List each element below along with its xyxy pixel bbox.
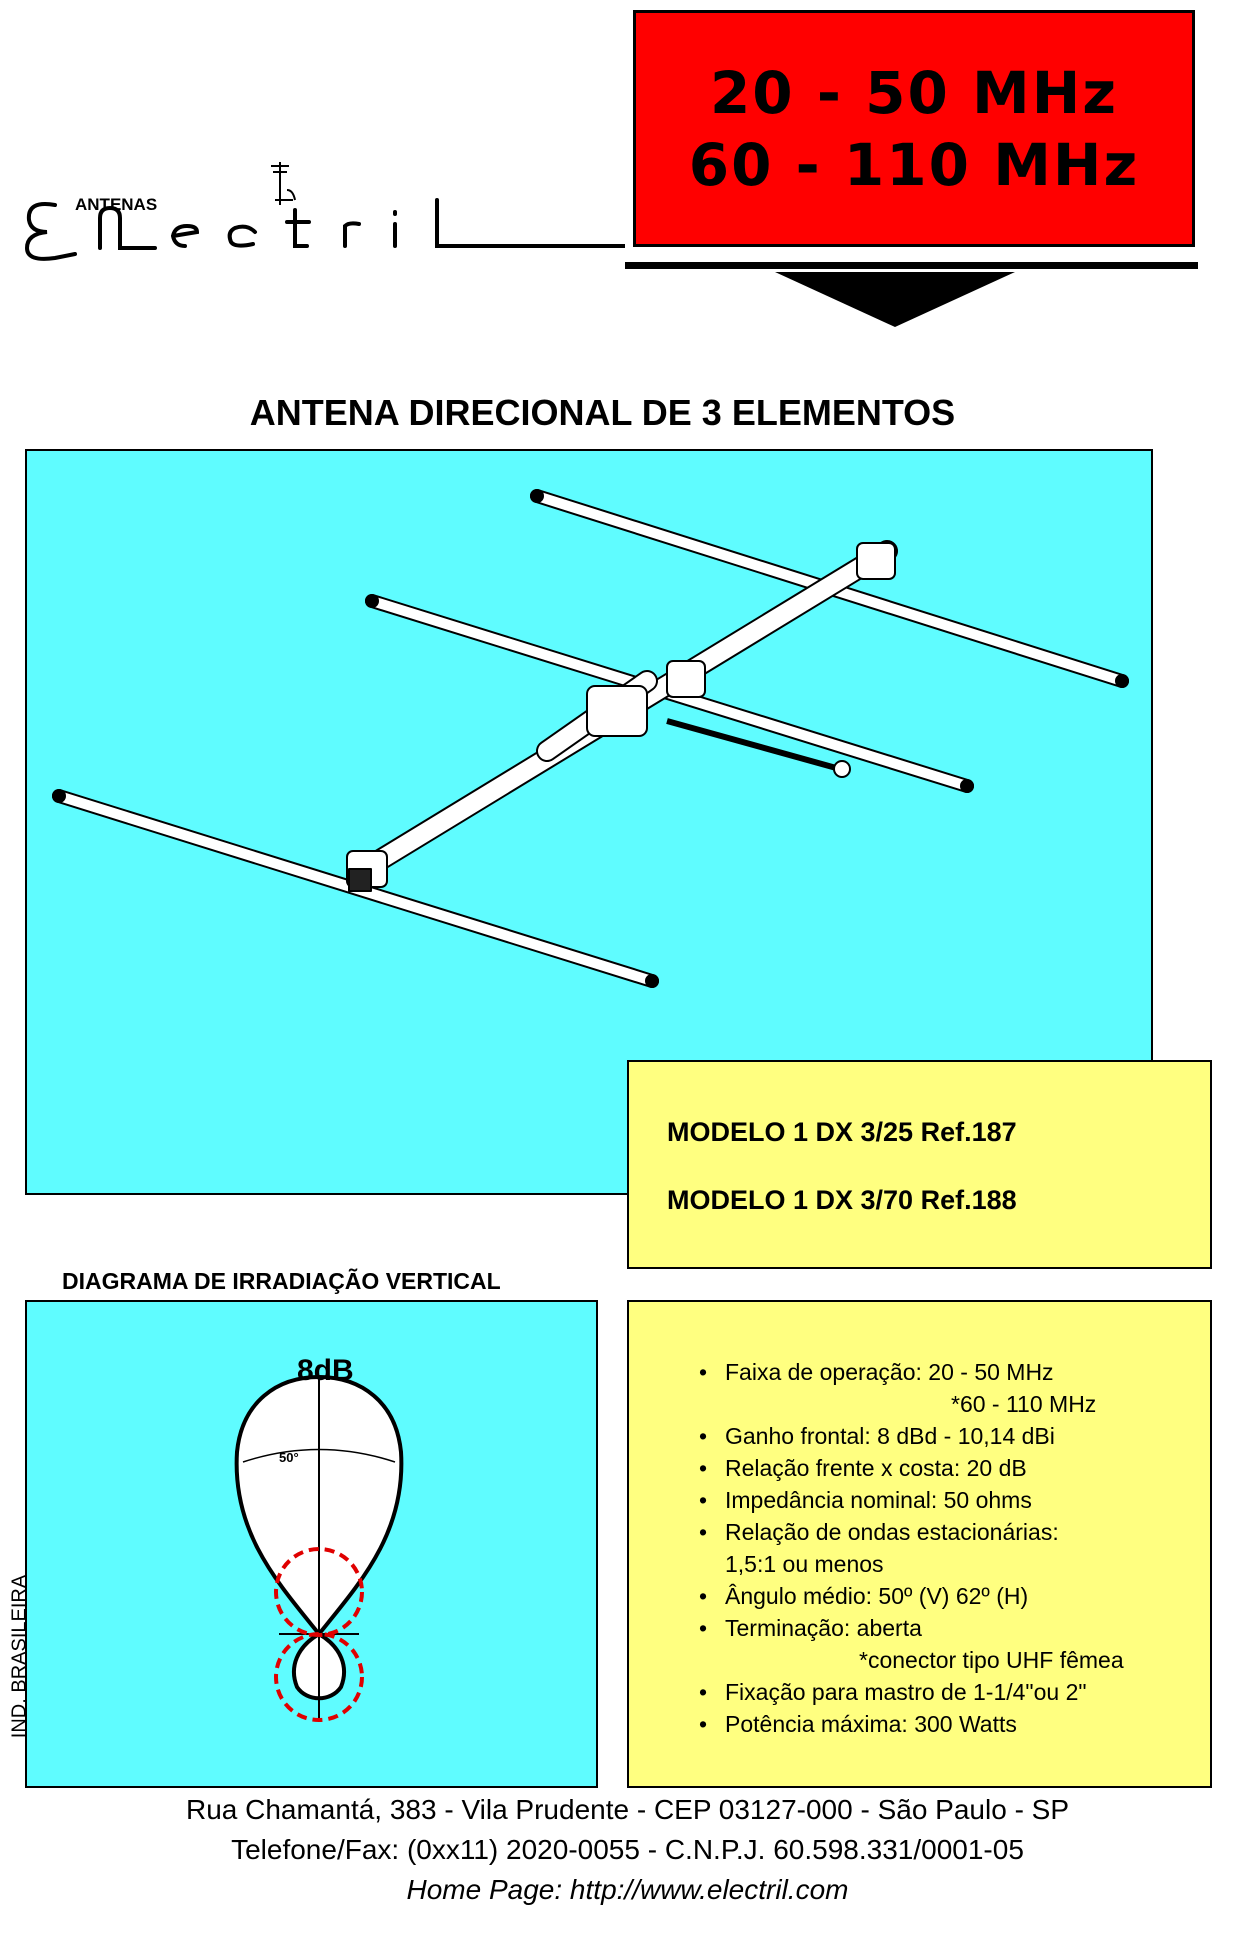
spec-item: *60 - 110 MHz: [951, 1391, 1097, 1417]
footer-address: Rua Chamantá, 383 - Vila Prudente - CEP 03127-000 - São Paulo - SP: [185, 1794, 1070, 1825]
spec-item: 1,5:1 ou menos: [725, 1551, 884, 1577]
radiation-diagram-panel: [25, 1300, 598, 1788]
antenna-mast-icon: [271, 162, 295, 205]
spec-item: • Ângulo médio: 50º (V) 62º (H): [699, 1580, 1124, 1612]
spec-item: • Relação frente x costa: 20 dB: [699, 1452, 1124, 1484]
gain-label: 8dB: [297, 1354, 354, 1387]
electril-logo: [25, 160, 625, 280]
specifications-list: [699, 1356, 1124, 1740]
footer-homepage[interactable]: Home Page: http://www.electril.com: [406, 1874, 849, 1905]
frequency-banner: [633, 10, 1195, 247]
header-rule: [625, 262, 1198, 269]
model-line-2: MODELO 1 DX 3/70 Ref.188: [667, 1185, 1017, 1215]
frequency-line-1: 20 - 50 MHz: [709, 58, 1119, 127]
diagram-title: DIAGRAMA DE IRRADIAÇÃO VERTICAL: [62, 1268, 501, 1294]
main-title: ANTENA DIRECIONAL DE 3 ELEMENTOS: [249, 392, 956, 433]
spec-item: • Potência máxima: 300 Watts: [699, 1708, 1124, 1740]
spec-item: *conector tipo UHF fêmea: [859, 1647, 1124, 1673]
brand-antenas-label: ANTENAS: [75, 195, 158, 214]
spec-item: • Relação de ondas estacionárias:: [699, 1516, 1124, 1548]
header-arrow: [775, 272, 1015, 327]
spec-item: • Ganho frontal: 8 dBd - 10,14 dBi: [699, 1420, 1124, 1452]
specifications-box: [627, 1300, 1212, 1788]
frequency-line-2: 60 - 110 MHz: [688, 130, 1140, 199]
spec-item: • Fixação para mastro de 1-1/4"ou 2": [699, 1676, 1124, 1708]
made-in-brazil-label: IND. BRASILEIRA: [8, 1574, 31, 1739]
footer-phone: Telefone/Fax: (0xx11) 2020-0055 - C.N.P.J. 60.598.331/0001-05: [231, 1834, 1024, 1865]
spec-item: • Faixa de operação: 20 - 50 MHz: [699, 1356, 1124, 1388]
model-line-1: MODELO 1 DX 3/25 Ref.187: [667, 1117, 1017, 1147]
beam-angle-label: 50°: [279, 1450, 299, 1465]
spec-item: • Impedância nominal: 50 ohms: [699, 1484, 1124, 1516]
model-info-box: [627, 1060, 1212, 1269]
spec-item: • Terminação: aberta: [699, 1612, 1124, 1644]
